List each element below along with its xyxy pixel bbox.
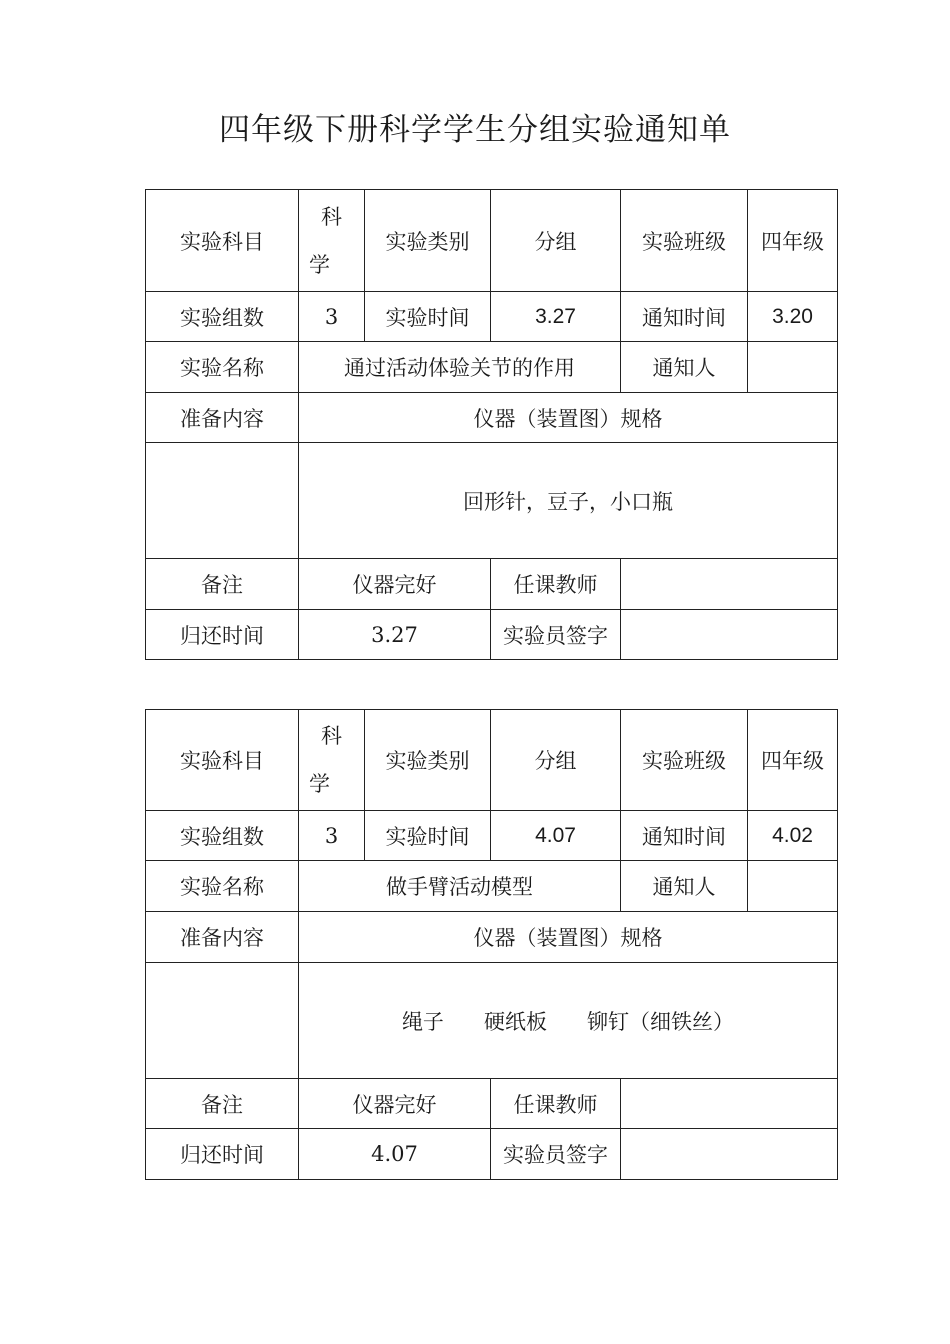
page-title: 四年级下册科学学生分组实验通知单 (219, 112, 731, 148)
group-count-label: 实验组数 (146, 292, 299, 342)
group-count-label: 实验组数 (146, 811, 299, 861)
teacher-label: 任课教师 (491, 559, 621, 610)
notice-time-value: 3.20 (748, 292, 838, 342)
notice-form-2 (145, 709, 838, 1180)
exp-name-value: 通过活动体验关节的作用 (299, 342, 621, 393)
notifier-value (748, 861, 838, 912)
prep-blank-cell (146, 963, 299, 1079)
subject-char-1: 科 (321, 204, 342, 229)
remarks-value: 仪器完好 (299, 1079, 491, 1129)
remarks-value: 仪器完好 (299, 559, 491, 610)
return-time-label: 归还时间 (146, 1129, 299, 1180)
exp-name-label: 实验名称 (146, 342, 299, 393)
exp-time-value: 3.27 (491, 292, 621, 342)
exp-time-label: 实验时间 (365, 811, 491, 861)
prep-label: 准备内容 (146, 912, 299, 963)
remarks-label: 备注 (146, 559, 299, 610)
signature-value (621, 1129, 838, 1180)
class-label: 实验班级 (621, 710, 748, 811)
notifier-label: 通知人 (621, 861, 748, 912)
remarks-label: 备注 (146, 1079, 299, 1129)
notice-time-label: 通知时间 (621, 292, 748, 342)
return-time-value: 4.07 (299, 1129, 491, 1180)
group-count-value: 3 (299, 292, 365, 342)
notice-time-label: 通知时间 (621, 811, 748, 861)
notifier-value (748, 342, 838, 393)
prep-header: 仪器（装置图）规格 (299, 393, 838, 443)
subject-label: 实验科目 (146, 190, 299, 292)
exp-time-label: 实验时间 (365, 292, 491, 342)
subject-value (299, 710, 365, 811)
materials-value: 绳子 硬纸板 铆钉（细铁丝） (299, 963, 838, 1079)
exp-time-value: 4.07 (491, 811, 621, 861)
signature-label: 实验员签字 (491, 610, 621, 660)
prep-header: 仪器（装置图）规格 (299, 912, 838, 963)
category-label: 实验类别 (365, 190, 491, 292)
subject-char-2: 学 (309, 252, 330, 277)
category-label: 实验类别 (365, 710, 491, 811)
teacher-label: 任课教师 (491, 1079, 621, 1129)
materials-value: 回形针，豆子，小口瓶 (299, 443, 838, 559)
class-value: 四年级 (748, 710, 838, 811)
return-time-value: 3.27 (299, 610, 491, 660)
class-value: 四年级 (748, 190, 838, 292)
subject-label: 实验科目 (146, 710, 299, 811)
notice-time-value: 4.02 (748, 811, 838, 861)
teacher-value (621, 559, 838, 610)
subject-char-2: 学 (309, 772, 330, 796)
signature-value (621, 610, 838, 660)
notice-form-1 (145, 189, 838, 660)
signature-label: 实验员签字 (491, 1129, 621, 1180)
prep-blank-cell (146, 443, 299, 559)
category-value: 分组 (491, 710, 621, 811)
prep-label: 准备内容 (146, 393, 299, 443)
subject-char-1: 科 (321, 724, 342, 748)
class-label: 实验班级 (621, 190, 748, 292)
notifier-label: 通知人 (621, 342, 748, 393)
exp-name-value: 做手臂活动模型 (299, 861, 621, 912)
teacher-value (621, 1079, 838, 1129)
category-value: 分组 (491, 190, 621, 292)
exp-name-label: 实验名称 (146, 861, 299, 912)
return-time-label: 归还时间 (146, 610, 299, 660)
subject-value (299, 190, 365, 292)
group-count-value: 3 (299, 811, 365, 861)
